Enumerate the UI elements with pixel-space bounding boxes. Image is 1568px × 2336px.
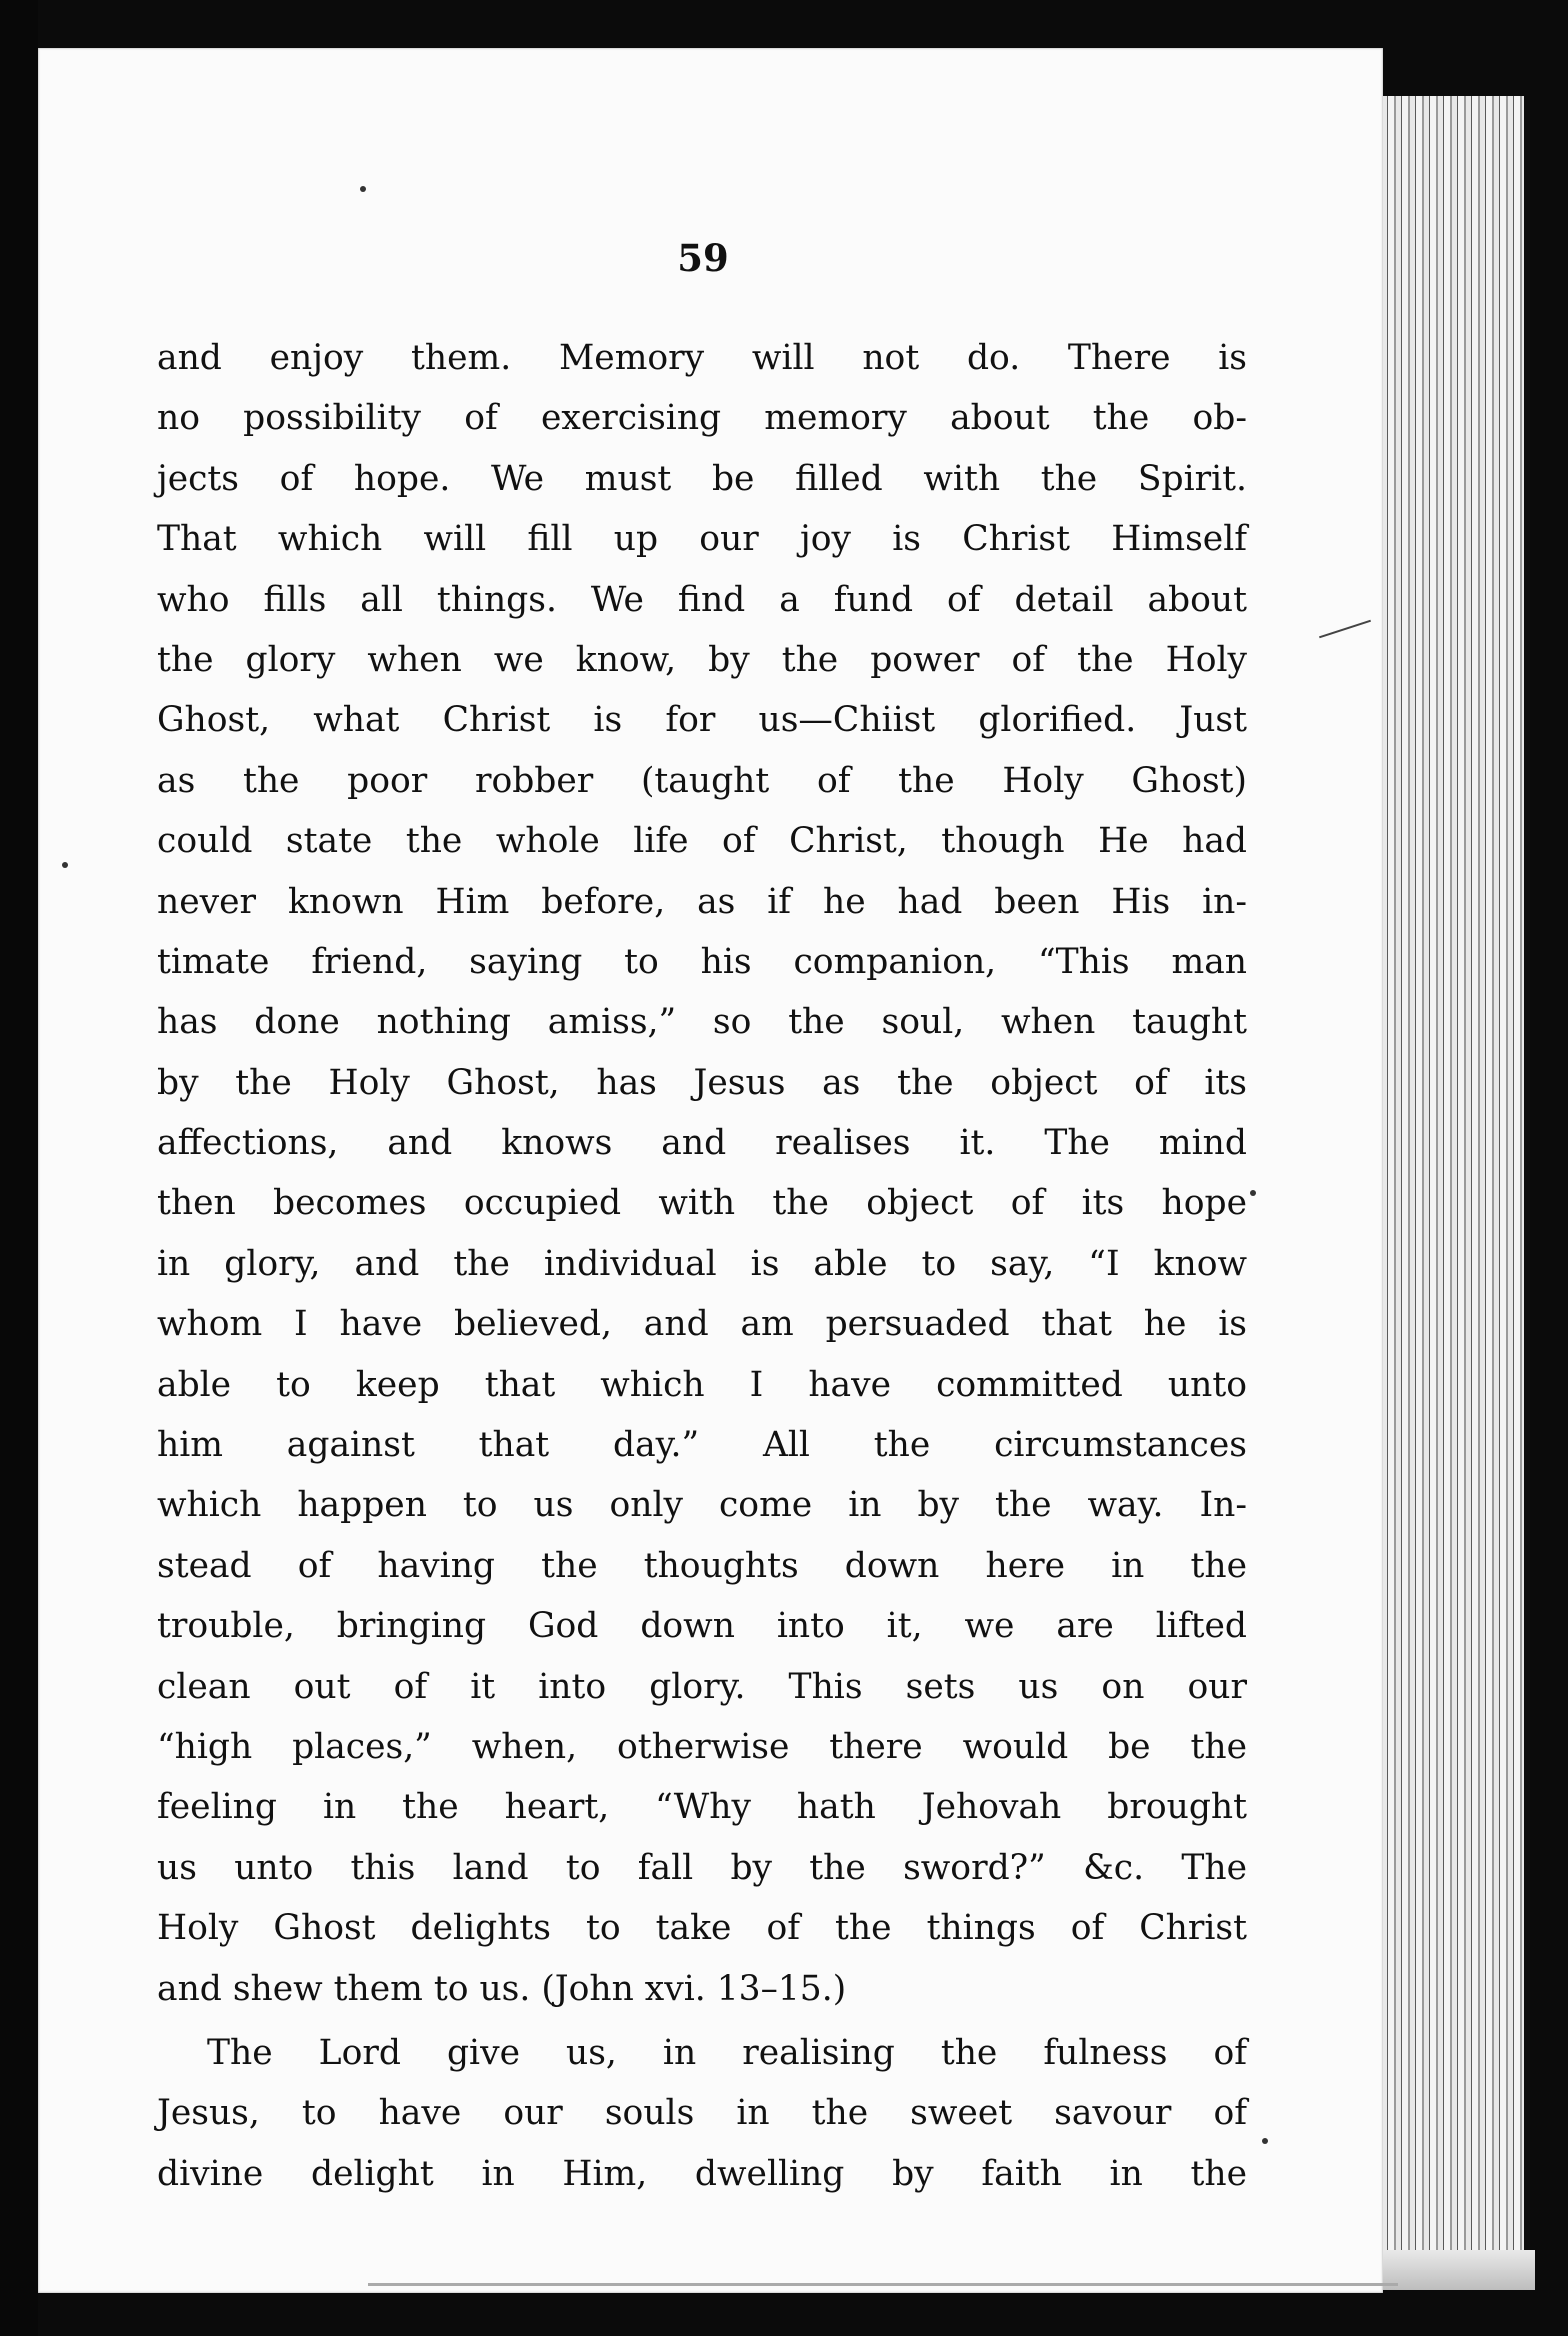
speck-mark — [360, 186, 366, 192]
text-line: him against that day.” All the circumstances — [157, 1425, 1247, 1466]
page-edges — [1372, 82, 1524, 2282]
binding-gutter — [0, 0, 38, 2336]
text-line: the glory when we know, by the power of the Holy — [157, 639, 1247, 680]
text-line: whom I have believed, and am persuaded that he is — [157, 1304, 1247, 1345]
speck-mark — [1262, 2138, 1268, 2144]
text-line: in glory, and the individual is able to say, “I know — [157, 1243, 1247, 1284]
text-line: divine delight in Him, dwelling by faith in the — [157, 2153, 1247, 2194]
text-line: stead of having the thoughts down here in the — [157, 1545, 1247, 1586]
text-line: Ghost, what Christ is for us—Chiist glorified. Just — [157, 700, 1247, 741]
text-line: and shew them to us. (John xvi. 13–15.) — [157, 1968, 847, 2009]
text-line: and enjoy them. Memory will not do. There is — [157, 338, 1247, 378]
text-line: timate friend, saying to his companion, “This man — [157, 941, 1247, 982]
text-line: by the Holy Ghost, has Jesus as the object of its — [157, 1062, 1247, 1103]
text-line: who fills all things. We find a fund of detail about — [157, 579, 1247, 620]
text-line: as the poor robber (taught of the Holy Ghost) — [157, 760, 1247, 801]
speck-mark — [1250, 1190, 1256, 1196]
speck-mark — [62, 862, 68, 868]
text-line: That which will fill up our joy is Christ Himself — [157, 519, 1247, 560]
text-line: jects of hope. We must be filled with the Spirit. — [157, 458, 1247, 499]
text-line: Holy Ghost delights to take of the things of Christ — [157, 1908, 1247, 1949]
body-text — [157, 328, 1247, 2204]
page-bottom-edge — [368, 2283, 1398, 2286]
text-line: never known Him before, as if he had been His in- — [157, 881, 1247, 922]
text-line: no possibility of exercising memory about the ob- — [157, 398, 1247, 439]
text-line: affections, and knows and realises it. The mind — [157, 1123, 1247, 1164]
text-line: has done nothing amiss,” so the soul, when taught — [157, 1002, 1247, 1043]
text-line: Jesus, to have our souls in the sweet savour of — [157, 2093, 1247, 2134]
text-line: us unto this land to fall by the sword?” &c. The — [157, 1847, 1247, 1888]
paragraph-1 — [157, 328, 1247, 2019]
page-edges-shadow — [1372, 60, 1562, 96]
text-line: then becomes occupied with the object of its hope — [157, 1183, 1247, 1224]
text-line: able to keep that which I have committed unto — [157, 1364, 1247, 1405]
text-line: trouble, bringing God down into it, we are lifted — [157, 1606, 1247, 1647]
text-line: feeling in the heart, “Why hath Jehovah brought — [157, 1787, 1247, 1828]
text-line: clean out of it into glory. This sets us on our — [157, 1666, 1247, 1707]
text-line: could state the whole life of Christ, though He had — [157, 821, 1247, 862]
page-number: 59 — [677, 236, 729, 280]
paragraph-2 — [157, 2023, 1247, 2204]
text-line: “high places,” when, otherwise there would be the — [157, 1726, 1247, 1767]
text-line: The Lord give us, in realising the fulness of — [207, 2032, 1247, 2073]
book-page — [38, 48, 1383, 2293]
text-line: which happen to us only come in by the way. In- — [157, 1485, 1247, 1526]
